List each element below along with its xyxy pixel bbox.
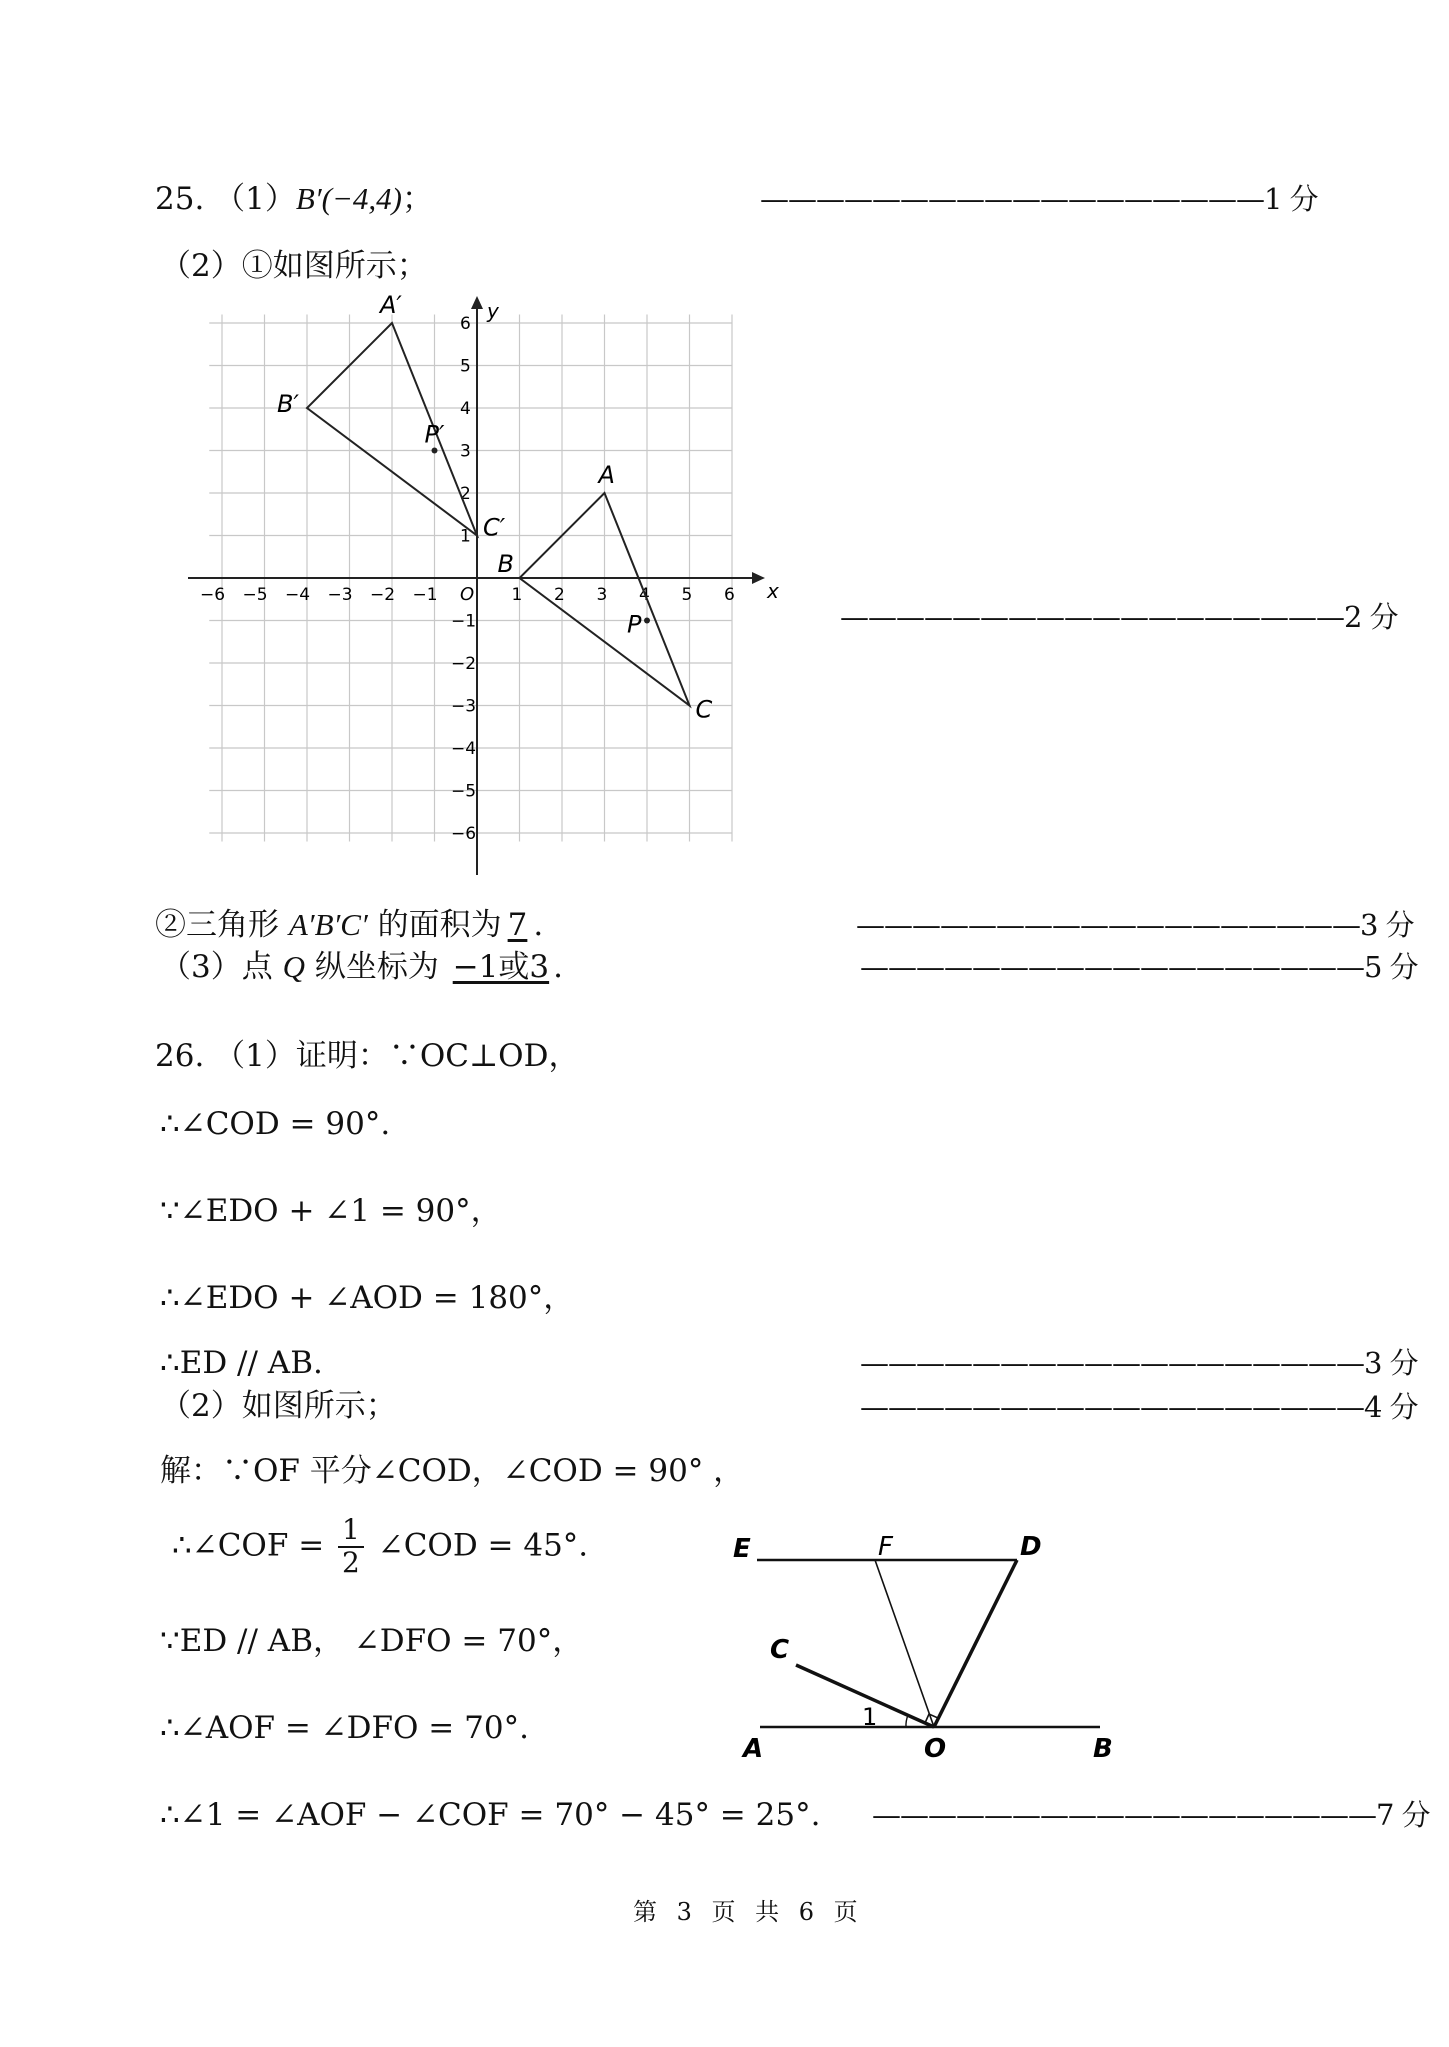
y-tick-label: 1: [460, 526, 471, 547]
y-tick-label: −2: [451, 654, 477, 674]
q26-line7: 解：∵OF 平分∠COD，∠COD = 90° ，: [160, 1453, 745, 1489]
x-tick-label: −6: [200, 585, 226, 605]
q26-line6: （2）如图所示；: [160, 1388, 397, 1424]
q26-line8: [172, 1515, 588, 1579]
x-tick-label: −1: [412, 585, 438, 605]
point-label-p-prime: P′: [424, 420, 445, 449]
q26-number: 26.: [155, 1038, 205, 1074]
label-angle-1: 1: [862, 1703, 878, 1731]
y-tick-label: 3: [460, 441, 471, 462]
point-label-p: P: [627, 610, 642, 639]
y-tick-label: −1: [451, 611, 477, 632]
q26-line5: ∴ED // AB.: [160, 1345, 323, 1381]
fraction-denominator: 2: [342, 1545, 360, 1579]
q26-line9: ∵ED // AB， ∠DFO = 70°，: [160, 1623, 584, 1659]
point-label-a-prime: A′: [380, 291, 402, 319]
y-axis-label: y: [487, 299, 499, 323]
q25-part1-answer: B′(−4,4): [295, 181, 402, 216]
q25-part2-score: ——————————————————2 分: [840, 600, 1398, 634]
q25-part2b: [155, 906, 543, 944]
coordinate-graph: [175, 290, 795, 880]
origin-label: O: [460, 584, 475, 605]
q26-line10: ∴∠AOF = ∠DFO = 70°.: [160, 1710, 529, 1746]
fraction-one-half: [338, 1515, 364, 1579]
x-tick-label: 5: [681, 585, 693, 605]
y-tick-label: 5: [460, 356, 471, 377]
y-tick-label: −3: [451, 696, 477, 717]
q26-line1-text: （1）证明：∵OC⊥OD，: [214, 1038, 580, 1074]
geometry-figure: [720, 1515, 1120, 1775]
x-axis-label: x: [767, 579, 779, 603]
point-p-dot: [644, 618, 650, 624]
x-tick-label: 2: [554, 585, 565, 605]
q25-part2-label: （2）①如图所示；: [160, 248, 428, 284]
q25-part3-text2: 纵坐标为: [314, 949, 439, 985]
q26-line8-b: ∠COD = 45°.: [377, 1527, 589, 1564]
ray-od: [934, 1560, 1017, 1727]
label-f: F: [878, 1532, 893, 1562]
x-tick-label: 3: [596, 585, 608, 605]
q25-part3-end: .: [553, 949, 563, 985]
point-label-c-prime: C′: [483, 513, 506, 542]
q25-part1-end: ；: [401, 181, 433, 217]
y-tick-label: 6: [460, 314, 471, 334]
q26-line2: ∴∠COD = 90°.: [160, 1106, 391, 1142]
q26-line11-score: ——————————————————7 分: [872, 1798, 1430, 1832]
angle-1-arc-icon: [906, 1715, 908, 1727]
y-tick-label: −4: [451, 739, 477, 759]
q25-part3-var: Q: [282, 949, 305, 984]
y-tick-label: 4: [460, 399, 471, 419]
q25-part2b-score: ——————————————————3 分: [856, 908, 1414, 942]
label-d: D: [1020, 1532, 1042, 1562]
point-label-b: B: [497, 550, 514, 578]
label-b: B: [1093, 1734, 1113, 1764]
x-tick-label: −2: [370, 585, 396, 605]
q25-part3-text: （3）点: [160, 949, 273, 985]
point-label-a: A: [598, 461, 615, 489]
q25-part1-label: （1）: [214, 181, 296, 217]
q26-line4: ∴∠EDO + ∠AOD = 180°，: [160, 1280, 575, 1316]
q26-line5-score: ——————————————————3 分: [860, 1346, 1418, 1380]
q25-part2b-math: A′B′C′: [288, 907, 368, 942]
q25-part2b-text2: 的面积为: [377, 907, 502, 943]
label-o: O: [924, 1734, 947, 1764]
x-axis-arrow-icon: [752, 572, 765, 584]
q26-line1: [155, 1038, 579, 1075]
q25-part3-answer: −1或3: [452, 949, 550, 985]
y-axis-arrow-icon: [471, 296, 483, 309]
label-e: E: [733, 1534, 751, 1564]
point-label-c: C: [695, 695, 713, 724]
q26-line3: ∵∠EDO + ∠1 = 90°，: [160, 1193, 502, 1229]
q25-part3-score: ——————————————————5 分: [860, 950, 1418, 984]
x-tick-label: −3: [327, 585, 353, 605]
label-c: C: [770, 1635, 790, 1665]
x-tick-label: 6: [724, 585, 735, 605]
q25-part2b-text: ②三角形: [155, 907, 279, 943]
q25-part1-score: ——————————————————1 分: [760, 182, 1318, 216]
y-tick-label: 2: [460, 484, 471, 504]
y-tick-label: −6: [451, 824, 477, 844]
fraction-numerator: 1: [338, 1515, 364, 1548]
q25-number: 25.: [155, 181, 205, 217]
x-tick-label: −5: [242, 585, 268, 605]
q25-part3: [160, 948, 563, 986]
x-tick-label: −4: [285, 585, 311, 605]
q25-part2b-answer: 7: [507, 907, 528, 943]
x-tick-label: 1: [511, 585, 523, 605]
q26-line11: ∴∠1 = ∠AOF − ∠COF = 70° − 45° = 25°.: [160, 1797, 821, 1833]
y-tick-label: −5: [451, 781, 477, 802]
point-label-b-prime: B′: [277, 390, 299, 418]
q26-line8-a: ∴∠COF =: [172, 1527, 325, 1564]
x-tick-label: 4: [639, 585, 650, 605]
ray-of: [875, 1560, 934, 1727]
label-a: A: [743, 1734, 764, 1764]
q25-part1: [155, 180, 433, 218]
page-footer: 第 3 页 共 6 页: [633, 1898, 864, 1926]
q25-part2b-end: .: [533, 907, 544, 943]
q26-line6-score: ——————————————————4 分: [860, 1390, 1418, 1424]
